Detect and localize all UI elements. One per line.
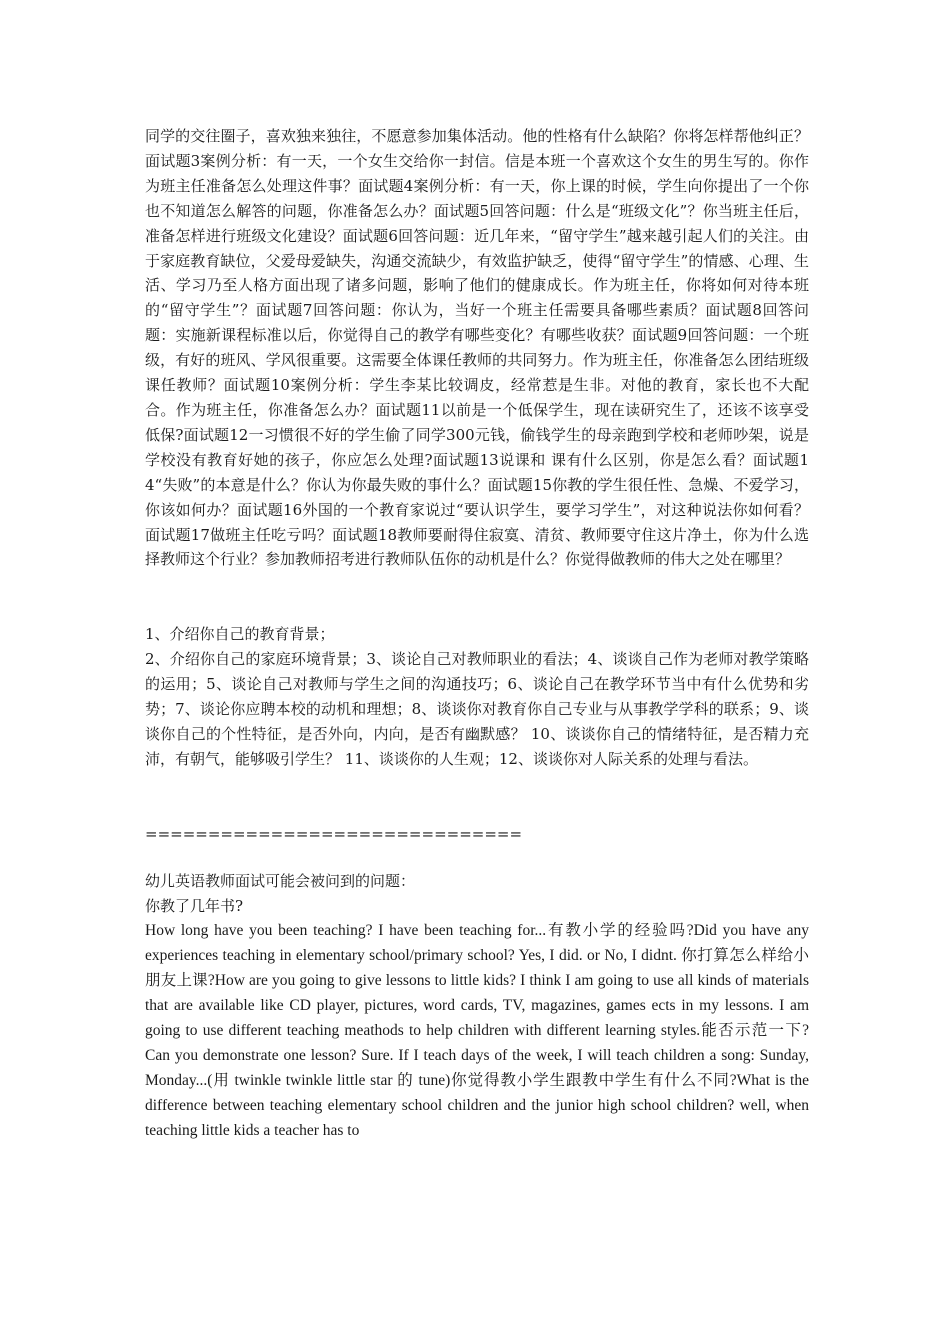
english-question: 你教了几年书? (145, 896, 244, 915)
list-item: 1、介绍你自己的教育背景； (145, 625, 335, 644)
interview-questions-paragraph: 同学的交往圈子，喜欢独来独往，不愿意参加集体活动。他的性格有什么缺陷？你将怎样帮他纠正？面试题3案例分析：有一天，一个女生交给你一封信。信是本班一个喜欢这个女生的男生写的。你作为班主任准备怎么处理这件事？面试题4案例分析：有一天，你上课的时候，学生向你提出了一个你也不知道怎么解答的问题，你准备怎么办？面试题5回答问题：什么是“班级文化”？你当班主任后，准备怎样进行班级文化建设？面试题6回答问题：近几年来，“留守学生”越来越引起人们的关注。由于家庭教育缺位，父爱母爱缺失，沟通交流缺少，有效监护缺乏，使得“留守学生”的情感、心理、生活、学习乃至人格方面出现了诸多问题，影响了他们的健康成长。作为班主任，你将如何对待本班的“留守学生”？面试题7回答问题：你认为，当好一个班主任需要具备哪些素质？面试题8回答问题：实施新课程标准以后，你觉得自己的教学有哪些变化？有哪些收获？面试题9回答问题：一个班级，有好的班风、学风很重要。这需要全体课任教师的共同努力。作为班主任，你准备怎么团结班级课任教师？面试题10案例分析：学生李某比较调皮，经常惹是生非。对他的教育，家长也不大配合。作为班主任，你准备怎么办？面试题11以前是一个低保学生，现在读研究生了，还该不该享受低保?面试题12一习惯很不好的学生偷了同学300元钱，偷钱学生的母亲跑到学校和老师吵架，说是学校没有教育好她的孩子，你应怎么处理?面试题13说课和 课有什么区别，你是怎么看？面试题14“失败”的本意是什么？你认为你最失败的事什么？面试题15你教的学生很任性、急燥、不爱学习，你该如何办？面试题16外国的一个教育家说过“要认识学生，要学习学生”，对这种说法你如何看？面试题17做班主任吃亏吗？面试题18教师要耐得住寂寞、清贫、教师要守住这片净土，你为什么选择教师这个行业？参加教师招考进行教师队伍你的动机是什么？你觉得做教师的伟大之处在哪里？ (145, 127, 809, 569)
english-qa-paragraph: How long have you been teaching? I have been teaching for...有教小学的经验吗?Did you have any experiences teaching in elementary school/primary school? Yes, I did. or No, I didnt. 你打算怎么样给小朋友上课?How are you going to give lessons to little kids? I think I am going to use all kinds of materials that are available like CD player, pictures, word cards, TV, magazines, games ects in my lessons. I am going to use different teaching meathods to help children with different learning styles.能否示范一下?Can you demonstrate one lesson? Sure. If I teach days of the week, I will teach children a song: Sunday, Monday...(用 twinkle twinkle little star 的 tune)你觉得教小学生跟教中学生有什么不同?What is the difference between teaching elementary school children and the junior high school children? well, when teaching little kids a teacher has to (145, 922, 809, 1140)
document-page (145, 124, 809, 1143)
spacer (145, 847, 809, 869)
separator-line: ============================== (145, 824, 523, 843)
self-intro-topics-paragraph: 2、介绍你自己的家庭环境背景；3、谈论自己对教师职业的看法；4、谈谈自己作为老师对教学策略的运用；5、谈论自己对教师与学生之间的沟通技巧；6、谈论自己在教学环节当中有什么优势和劣势；7、谈论你应聘本校的动机和理想；8、谈谈你对教育你自己专业与从事教学学科的联系；9、谈谈你自己的个性特征，是否外向，内向，是否有幽默感？ 10、谈谈你自己的情绪特征，是否精力充沛，有朝气，能够吸引学生？ 11、谈谈你的人生观；12、谈谈你对人际关系的处理与看法。 (145, 650, 809, 768)
spacer (145, 772, 809, 822)
spacer (145, 572, 809, 622)
english-section-heading: 幼儿英语教师面试可能会被问到的问题： (145, 871, 416, 890)
